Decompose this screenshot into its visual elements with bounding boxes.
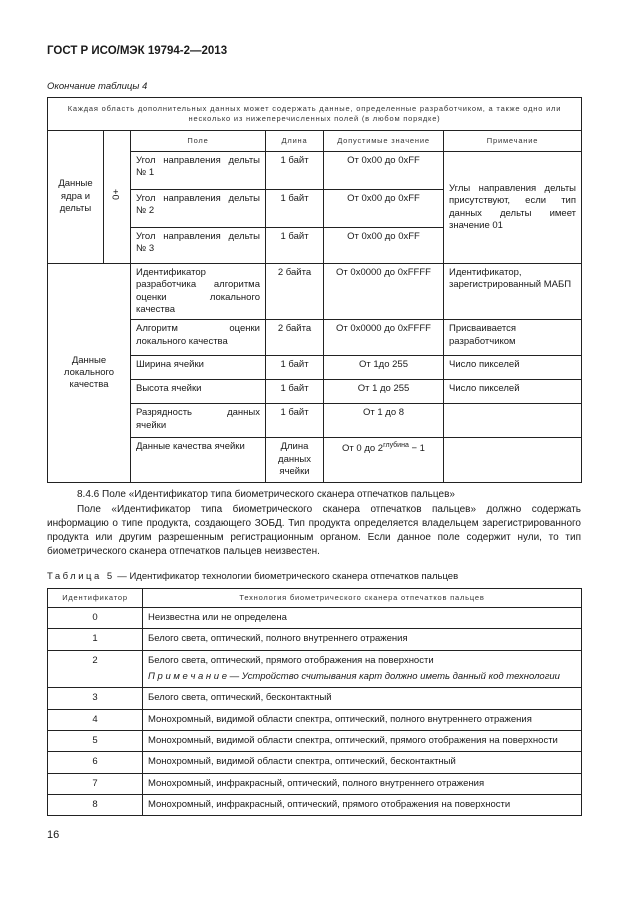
id-cell: 6 — [48, 752, 143, 773]
section-body: Поле «Идентификатор типа биометрического сканера отпечатков пальцев» должно содержать информацию о типе продукта, создающего ЗОБД. Тип продукта определяется владельцем зарегистрированного продукта или другим разрешенным регистрационным органом. Если данное поле содержит нули, то тип биометрического сканера отпечатков пальцев неизвестен. — [47, 504, 581, 557]
technology-cell: Монохромный, видимой области спектра, оптический, полного внутреннего отражения — [143, 709, 582, 730]
field-cell: Данные качества ячейки — [131, 438, 266, 483]
note-cell: Присваивается разработчиком — [444, 320, 582, 356]
values-superscript: глубина — [383, 442, 409, 450]
id-cell: 8 — [48, 795, 143, 816]
field-cell: Угол направления дельты № 3 — [131, 228, 266, 264]
technology-cell: Монохромный, инфракрасный, оптический, прямого отображения на поверхности — [143, 795, 582, 816]
length-cell: 1 байт — [266, 380, 324, 404]
length-cell: 1 байт — [266, 190, 324, 228]
field-cell: Разрядность данных ячейки — [131, 404, 266, 438]
table-5 — [47, 588, 582, 816]
note-cell — [444, 438, 582, 483]
table-4 — [47, 97, 582, 483]
id-cell: 3 — [48, 688, 143, 709]
field-cell: Угол направления дельты № 1 — [131, 152, 266, 190]
group-core-delta-mark — [104, 131, 131, 264]
core-delta-note-cell: Углы направления дельты присутствуют, если тип данных дельты имеет значение 01 — [444, 152, 582, 264]
technology-cell — [143, 650, 582, 688]
field-cell: Идентификатор разработчика алгоритма оценки локального качества — [131, 264, 266, 320]
section-heading: 8.4.6 Поле «Идентификатор типа биометрического сканера отпечатков пальцев» — [77, 489, 455, 500]
table-row — [48, 795, 582, 816]
group-core-delta-label: Данные ядра и дельты — [48, 131, 104, 264]
values-cell — [324, 438, 444, 483]
id-cell: 7 — [48, 773, 143, 794]
technology-cell: Монохромный, видимой области спектра, оптический, бесконтактный — [143, 752, 582, 773]
field-cell: Ширина ячейки — [131, 356, 266, 380]
length-cell: 1 байт — [266, 228, 324, 264]
table-row — [48, 731, 582, 752]
field-cell: Алгоритм оценки локального качества — [131, 320, 266, 356]
table-4-caption: Окончание таблицы 4 — [47, 81, 148, 92]
table-5-caption — [47, 571, 458, 582]
field-cell: Высота ячейки — [131, 380, 266, 404]
document-header: ГОСТ Р ИСО/МЭК 19794-2—2013 — [47, 45, 228, 57]
table-row — [48, 688, 582, 709]
column-header-length: Длина — [266, 131, 324, 152]
column-header-note: Примечание — [444, 131, 582, 152]
values-cell: От 0x00 до 0xFF — [324, 152, 444, 190]
table-row — [48, 709, 582, 730]
length-cell: 1 байт — [266, 356, 324, 380]
values-cell: От 1 до 8 — [324, 404, 444, 438]
values-prefix: От 0 до 2 — [342, 443, 384, 455]
values-cell: От 0x00 до 0xFF — [324, 190, 444, 228]
table-row — [48, 264, 582, 320]
table-row — [48, 773, 582, 794]
values-cell: От 0x00 до 0xFF — [324, 228, 444, 264]
id-cell: 5 — [48, 731, 143, 752]
note-cell — [444, 404, 582, 438]
note-cell: Идентификатор, зарегистрированный МАБП — [444, 264, 582, 320]
column-header-technology: Технология биометрического сканера отпечатков пальцев — [143, 589, 582, 608]
values-cell: От 0x0000 до 0xFFFF — [324, 264, 444, 320]
technology-cell: Монохромный, видимой области спектра, оптический, прямого отображения на поверхности — [143, 731, 582, 752]
id-cell: 1 — [48, 629, 143, 650]
table-4-top-note: Каждая область дополнительных данных может содержать данные, определенные разработчиком, а также одно или несколько из нижеперечисленных полей (в любом порядке) — [48, 98, 582, 131]
length-cell: Длина данных ячейки — [266, 438, 324, 483]
field-cell: Угол направления дельты № 2 — [131, 190, 266, 228]
values-cell: От 1 до 255 — [324, 380, 444, 404]
page-number: 16 — [47, 829, 60, 841]
values-suffix: − 1 — [408, 443, 425, 455]
column-header-values: Допустимые значение — [324, 131, 444, 152]
length-cell: 2 байта — [266, 320, 324, 356]
note-cell: Число пикселей — [444, 356, 582, 380]
group-core-delta-mark-text: 0+ — [110, 189, 122, 201]
column-header-field: Поле — [131, 131, 266, 152]
length-cell: 1 байт — [266, 404, 324, 438]
table-row — [48, 608, 582, 629]
table-5-caption-text: — Идентификатор технологии биометрического сканера отпечатков пальцев — [114, 571, 459, 582]
id-cell: 2 — [48, 650, 143, 688]
technology-cell: Неизвестна или не определена — [143, 608, 582, 629]
length-cell: 1 байт — [266, 152, 324, 190]
technology-cell: Белого света, оптический, бесконтактный — [143, 688, 582, 709]
column-header-id: Идентификатор — [48, 589, 143, 608]
note-cell: Число пикселей — [444, 380, 582, 404]
technology-cell: Белого света, оптический, полного внутреннего отражения — [143, 629, 582, 650]
technology-note: П р и м е ч а н и е — Устройство считывания карт должно иметь данный код технологии — [148, 671, 560, 683]
id-cell: 0 — [48, 608, 143, 629]
table-row — [48, 629, 582, 650]
technology-text: Белого света, оптический, прямого отображения на поверхности — [148, 654, 434, 666]
values-cell: От 1до 255 — [324, 356, 444, 380]
table-row — [48, 650, 582, 688]
length-cell: 2 байта — [266, 264, 324, 320]
table-row — [48, 752, 582, 773]
values-cell: От 0x0000 до 0xFFFF — [324, 320, 444, 356]
group-local-quality-label: Данные локального качества — [48, 264, 131, 483]
table-5-caption-label: Таблица 5 — [47, 571, 115, 582]
technology-cell: Монохромный, инфракрасный, оптический, полного внутреннего отражения — [143, 773, 582, 794]
id-cell: 4 — [48, 709, 143, 730]
